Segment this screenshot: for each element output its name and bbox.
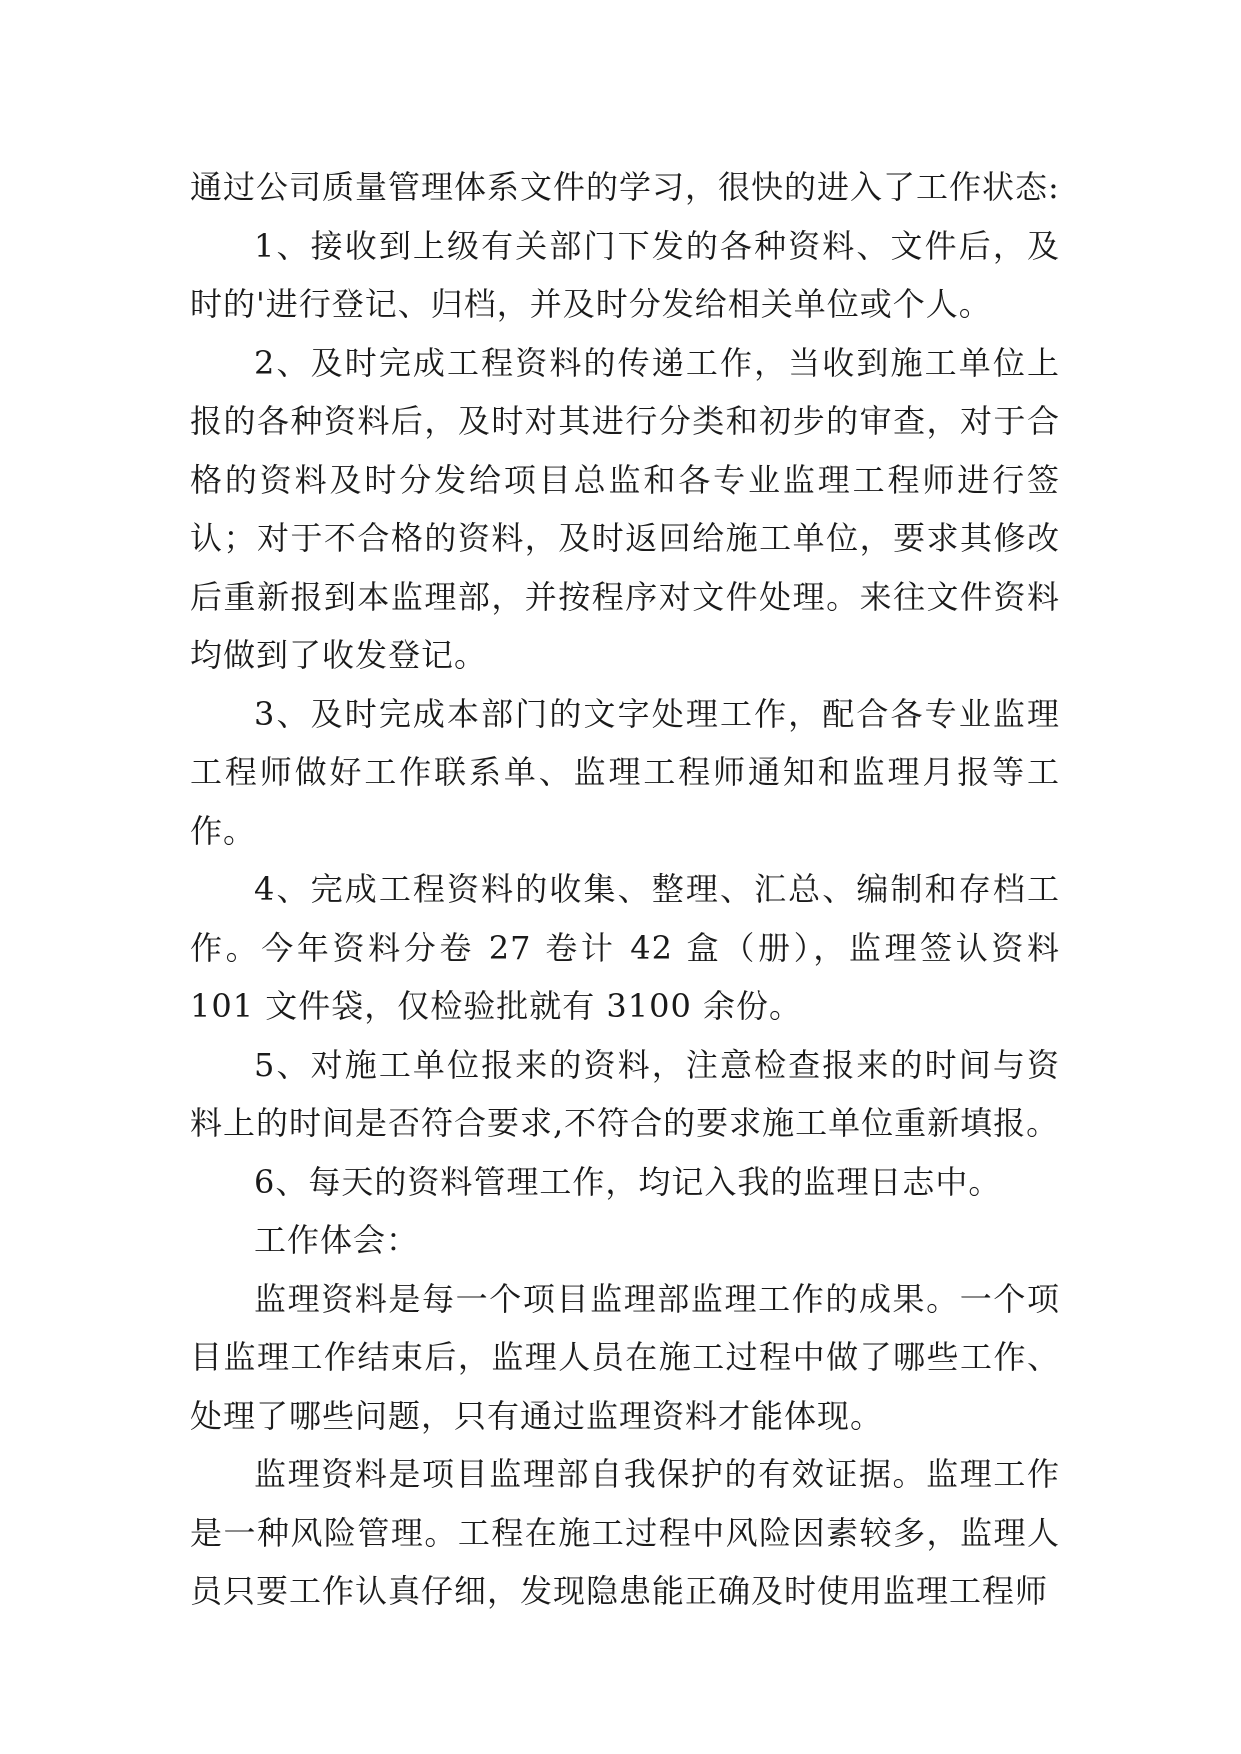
paragraph-experience-2: 监理资料是项目监理部自我保护的有效证据。监理工作是一种风险管理。工程在施工过程中风险因素较多，监理人员只要工作认真仔细，发现隐患能正确及时使用监理工程师	[190, 1455, 1060, 1610]
paragraph-item-2: 2、及时完成工程资料的传递工作，当收到施工单位上报的各种资料后，及时对其进行分类和初步的审查，对于合格的资料及时分发给项目总监和各专业监理工程师进行签认；对于不合格的资料，及时返回给施工单位，要求其修改后重新报到本监理部，并按程序对文件处理。来往文件资料均做到了收发登记。	[190, 343, 1060, 674]
document-page	[190, 158, 1060, 1621]
paragraph-item-1: 1、接收到上级有关部门下发的各种资料、文件后，及时的'进行登记、归档，并及时分发给相关单位或个人。	[190, 226, 1060, 323]
paragraph-intro: 通过公司质量管理体系文件的学习，很快的进入了工作状态:	[190, 168, 1060, 206]
section-heading-experience: 工作体会：	[254, 1221, 420, 1259]
paragraph-item-4: 4、完成工程资料的收集、整理、汇总、编制和存档工作。今年资料分卷 27 卷计 42 盒（册），监理签认资料 101 文件袋，仅检验批就有 3100 余份。	[190, 870, 1060, 1025]
paragraph-item-6: 6、每天的资料管理工作，均记入我的监理日志中。	[254, 1162, 1002, 1201]
paragraph-item-5: 5、对施工单位报来的资料，注意检查报来的时间与资料上的时间是否符合要求,不符合的要求施工单位重新填报。	[190, 1045, 1060, 1142]
paragraph-experience-1: 监理资料是每一个项目监理部监理工作的成果。一个项目监理工作结束后，监理人员在施工过程中做了哪些工作、处理了哪些问题，只有通过监理资料才能体现。	[190, 1279, 1060, 1435]
paragraph-item-3: 3、及时完成本部门的文字处理工作，配合各专业监理工程师做好工作联系单、监理工程师通知和监理月报等工作。	[190, 694, 1060, 850]
